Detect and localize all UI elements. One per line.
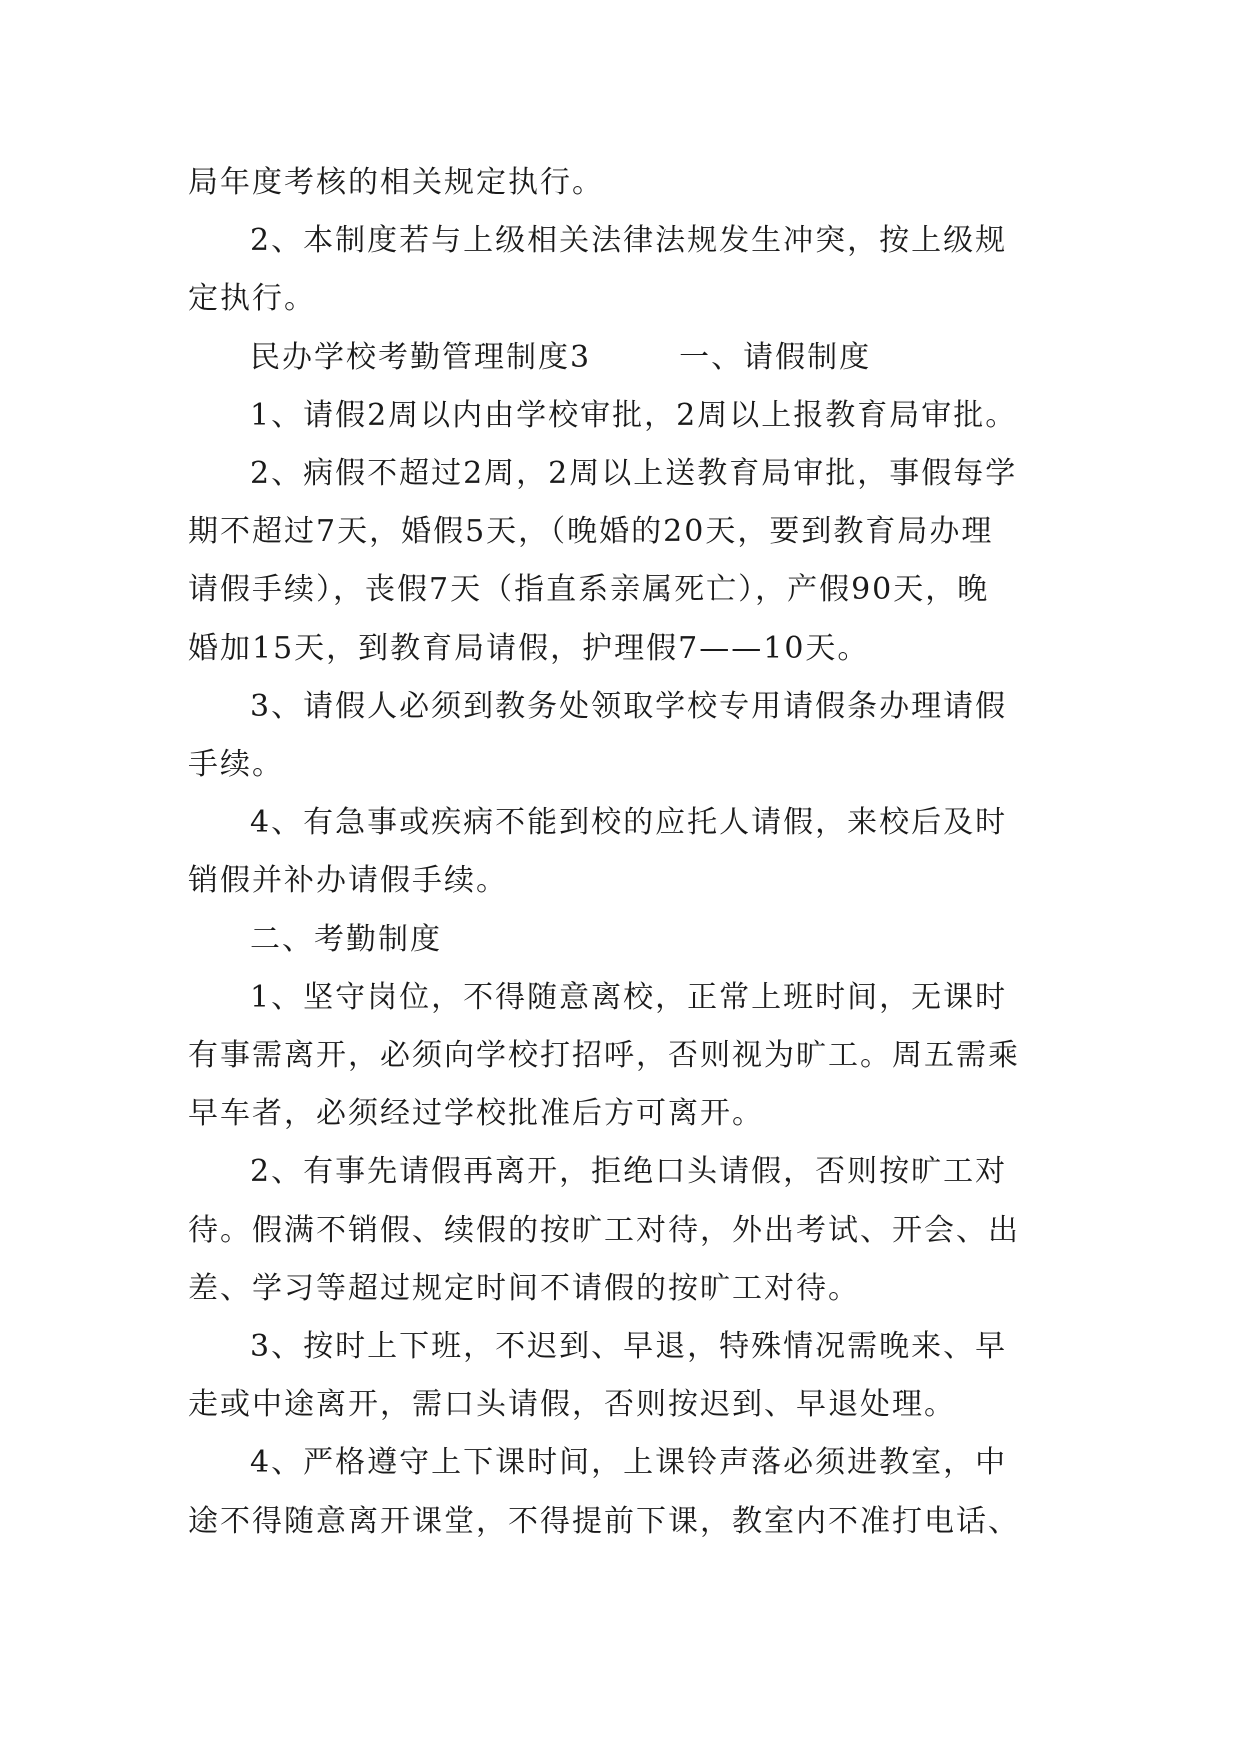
text-line: 销假并补办请假手续。: [188, 863, 508, 899]
text-line: 定执行。: [188, 281, 316, 317]
section-heading-line: [188, 329, 1068, 387]
text-line: 待。假满不销假、续假的按旷工对待，外出考试、开会、出: [188, 1212, 1020, 1248]
text-line: 有事需离开，必须向学校打招呼，否则视为旷工。周五需乘: [188, 1038, 1020, 1074]
text-line: 局年度考核的相关规定执行。: [188, 165, 604, 200]
text-line: 期不超过7天，婚假5天，（晚婚的20天，要到教育局办理: [188, 514, 994, 550]
text-line: 差、学习等超过规定时间不请假的按旷工对待。: [188, 1270, 860, 1306]
text-line: 婚加15天，到教育局请假，护理假7——10天。: [188, 630, 870, 666]
text-line: 走或中途离开，需口头请假，否则按迟到、早退处理。: [188, 1387, 956, 1423]
text-line: 1、请假2周以内由学校审批，2周以上报教育局审批。: [250, 397, 1018, 433]
text-line: 4、有急事或疾病不能到校的应托人请假，来校后及时: [250, 805, 1008, 841]
document-body: [188, 154, 1068, 1551]
document-title: 民办学校考勤管理制度3: [250, 339, 592, 375]
text-line: 手续。: [188, 747, 284, 783]
text-line: 2、有事先请假再离开，拒绝口头请假，否则按旷工对: [250, 1154, 1008, 1190]
text-line: 3、按时上下班，不迟到、早退，特殊情况需晚来、早: [250, 1329, 1008, 1365]
text-line: 早车者，必须经过学校批准后方可离开。: [188, 1096, 764, 1132]
text-line: 请假手续），丧假7天（指直系亲属死亡），产假90天，晚: [188, 572, 990, 608]
text-line: 途不得随意离开课堂，不得提前下课，教室内不准打电话、: [188, 1503, 1020, 1539]
section-title-attendance: 二、考勤制度: [250, 921, 442, 957]
text-line: 1、坚守岗位，不得随意离校，正常上班时间，无课时: [250, 979, 1008, 1015]
text-line: 3、请假人必须到教务处领取学校专用请假条办理请假: [250, 688, 1008, 724]
section-title-leave: 一、请假制度: [679, 339, 872, 375]
text-line: 2、病假不超过2周，2周以上送教育局审批，事假每学: [250, 456, 1018, 492]
text-line: 2、本制度若与上级相关法律法规发生冲突，按上级规: [250, 223, 1008, 259]
text-line: 4、严格遵守上下课时间，上课铃声落必须进教室，中: [250, 1445, 1008, 1481]
